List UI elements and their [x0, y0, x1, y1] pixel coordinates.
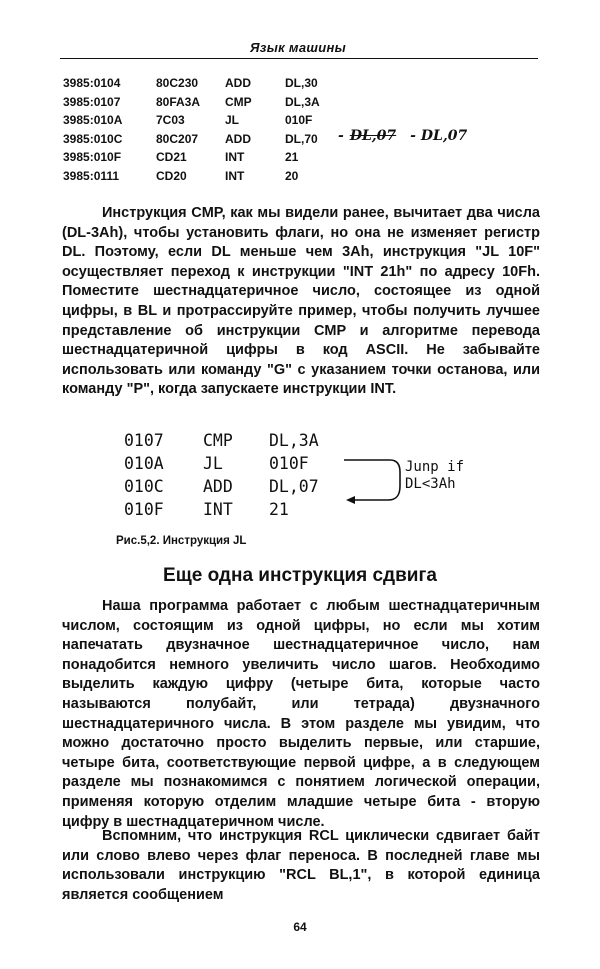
figure-address: 010C — [124, 477, 164, 496]
jump-label-line1: Junp if — [405, 459, 465, 475]
section-heading: Еще одна инструкция сдвига — [163, 565, 437, 586]
corrected-note: - DL,07 — [410, 128, 468, 144]
figure-opcode: ADD — [203, 477, 233, 496]
header-rule — [60, 58, 538, 59]
figure-address: 010F — [124, 500, 164, 519]
figure-operand: 010F — [269, 454, 309, 473]
listing-operand: 20 — [285, 168, 299, 183]
listing-machine-code: CD20 — [156, 168, 187, 183]
figure-operand: DL,07 — [269, 477, 319, 496]
jump-label-line2: DL<3Ah — [405, 476, 456, 492]
listing-machine-code: 80FA3A — [156, 94, 201, 109]
listing-address: 3985:010A — [63, 113, 123, 127]
figure-address: 010A — [124, 454, 164, 473]
listing-address: 3985:0111 — [63, 168, 120, 183]
dash-mark: - — [338, 128, 344, 144]
listing-machine-code: 80C207 — [156, 131, 199, 146]
figure-operand: 21 — [269, 500, 289, 519]
body-paragraph: Наша программа работает с любым шестнадцатеричным числом, состоящим из одной цифры, но если мы хотим напечатать двузначное шестнадцатеричное число, нам понадобится немного увеличить число шагов. Необходимо выделить каждую цифру (четыре бита, которые часто называются полубайт, или тетрада) двузначного шестнадцатеричного числа. В этом разделе мы увидим, что можно достаточно просто выделить первые, или старшие, четыре бита, соответствующие первой цифре, а в следующем разделе мы познакомимся с понятием логической операции, применяя которую отделим младшие четыре бита - вторую цифру в шестнадцатеричном числе. — [62, 598, 540, 830]
listing-operand: DL,3A — [285, 94, 320, 109]
struck-out-note: DL,07 — [349, 128, 397, 144]
body-paragraph: Инструкция CMP, как мы видели ранее, вычитает два числа (DL-3Ah), чтобы установить флаги, но она не изменяет регистр DL. Поэтому, если DL меньше чем 3Ah, инструкция "JL 10F" осуществляет переход к инструкции "INT 21h" по адресу 10Fh. Поместите шестнадцатеричное число, состоящее из одной цифры, в BL и протрассируйте пример, чтобы получить лучшее представление об инструкции CMP и алгоритме перевода шестнадцатеричной цифры в код ASCII. Не забывайте использовать или команду "G" с указанием точки останова, или команду "P", когда запускаете инструкции INT. — [62, 205, 540, 398]
listing-machine-code: 80C230 — [156, 76, 199, 90]
figure-address: 0107 — [124, 431, 164, 450]
page-number: 64 — [293, 920, 307, 934]
listing-operand: DL,70 — [285, 131, 318, 146]
listing-machine-code: CD21 — [156, 150, 187, 164]
figure-opcode: JL — [203, 454, 223, 473]
figure-opcode: INT — [203, 500, 233, 519]
figure-opcode: CMP — [203, 431, 233, 450]
listing-operand: 010F — [285, 113, 313, 127]
listing-operand: DL,30 — [285, 76, 318, 90]
jump-arrow-icon — [342, 456, 412, 516]
running-title: Язык машины — [250, 40, 347, 55]
listing-opcode: JL — [225, 113, 240, 127]
listing-address: 3985:010F — [63, 150, 122, 164]
listing-opcode: ADD — [225, 76, 251, 90]
handwritten-correction — [338, 128, 467, 144]
listing-address: 3985:010C — [63, 131, 123, 146]
listing-opcode: INT — [225, 168, 245, 183]
listing-opcode: ADD — [225, 131, 251, 146]
listing-opcode: INT — [225, 150, 245, 164]
body-paragraph: Вспомним, что инструкция RCL циклически сдвигает байт или слово влево через флаг переноса. В последней главе мы использовали инструкцию "RCL BL,1", в которой единица является сообщением — [62, 828, 540, 903]
listing-machine-code: 7C03 — [156, 113, 185, 127]
listing-opcode: CMP — [225, 94, 252, 109]
figure-operand: DL,3A — [269, 431, 319, 450]
jump-annotation — [405, 459, 464, 493]
listing-address: 3985:0107 — [63, 94, 121, 109]
listing-operand: 21 — [285, 150, 299, 164]
listing-address: 3985:0104 — [63, 76, 121, 90]
figure-caption: Рис.5,2. Инструкция JL — [116, 535, 247, 547]
